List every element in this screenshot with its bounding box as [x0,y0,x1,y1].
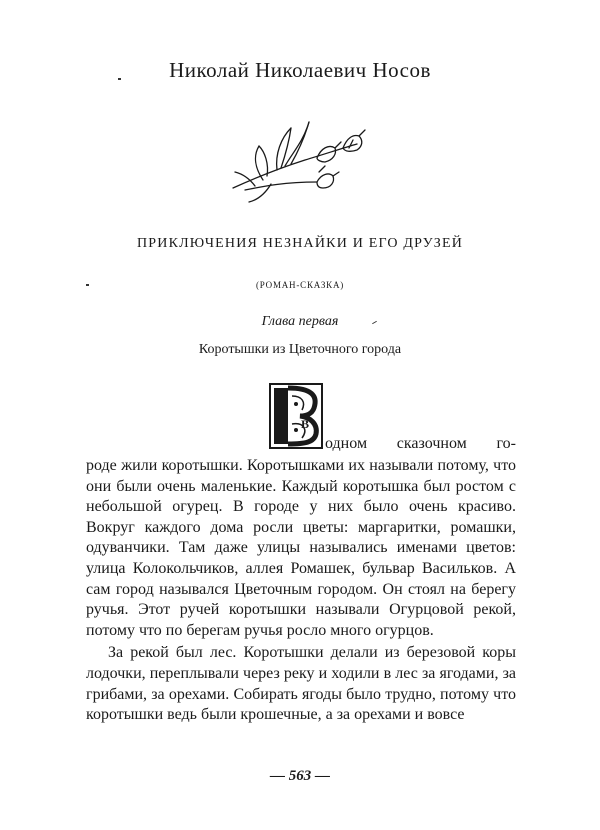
page-number: — 563 — [270,768,330,784]
scan-speck [86,284,89,286]
paragraph-2: За рекой был лес. Коротышки делали из березовой коры лодочки, переплывали через реку и ходили в лес за ягодами, за грибами, за орехами. Собирать ягоды было трудно, потому что коротышки ведь были крошечные, а за орехами и вовсе [86,644,516,724]
first-line-text: одном сказочном го- [325,435,516,452]
body-text [86,456,516,726]
book-title: ПРИКЛЮЧЕНИЯ НЕЗНАЙКИ И ЕГО ДРУЗЕЙ [136,236,464,251]
paragraph-1: роде жили коротышки. Коротышками их называли потому, что они были очень маленькие. Каждый коротышка был ростом с небольшой огурец. В городе у них было очень красиво. Вокруг каждого дома росли цветы: маргаритки, ромашки, одуванчики. Там даже улицы назывались именами цветов: улица Колокольчиков, аллея Ромашек, бульвар Васильков. А сам город назывался Цветочным городом. Он стоял на берегу ручья. Этот ручей коротышки называли Огурцовой рекой, потому что по берегам ручья росло много огурцов. [86,457,516,639]
dropcap-glyph: В [300,417,310,431]
flower-vignette-icon [225,108,375,208]
dropcap-letter [268,382,324,450]
scan-speck [118,78,121,80]
book-subtitle: (РОМАН-СКАЗКА) [255,280,345,290]
chapter-title: Коротышки из Цветочного города [198,342,402,357]
chapter-label: Глава первая [261,314,339,329]
author-name: Николай Николаевич Носов [169,58,431,82]
